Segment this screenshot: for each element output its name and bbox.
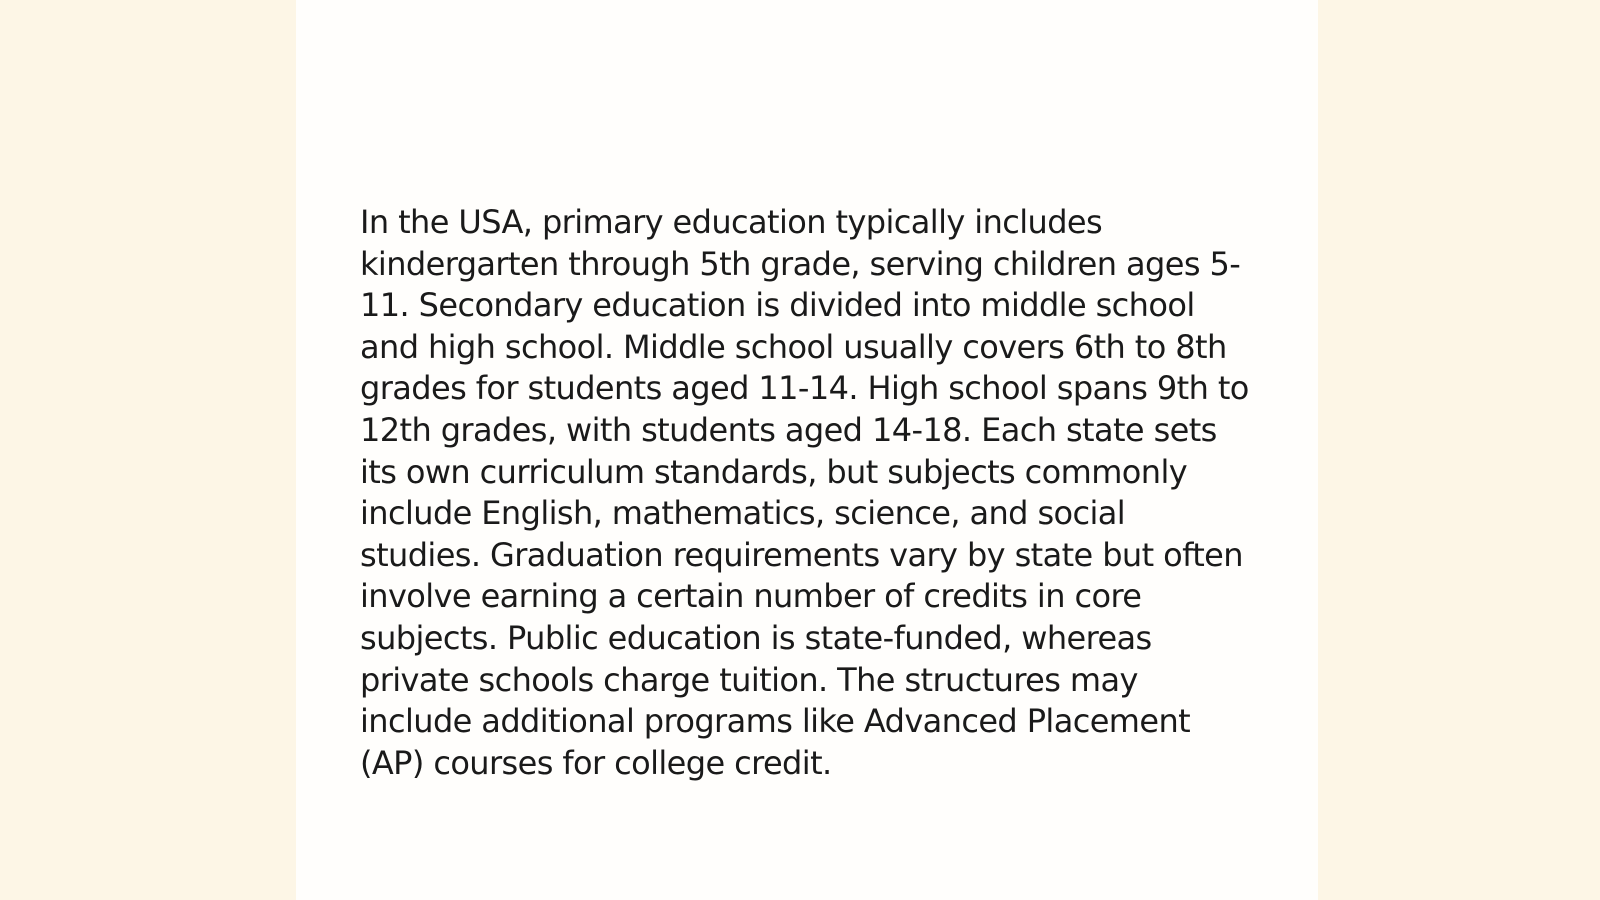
body-paragraph: In the USA, primary education typically includes kindergarten through 5th grade, serving children ages 5-11. Secondary education is divided into middle school and high school. Middle school usually covers 6th to 8th grades for students aged 11-14. High school spans 9th to 12th grades, with students aged 14-18. Each state sets its own curriculum standards, but subjects commonly include English, mathematics, science, and social studies. Graduation requirements vary by state but often involve earning a certain number of credits in core subjects. Public education is state-funded, whereas private schools charge tuition. The structures may include additional programs like Advanced Placement (AP) courses for college credit.	[360, 203, 1249, 782]
document-page	[296, 0, 1318, 900]
